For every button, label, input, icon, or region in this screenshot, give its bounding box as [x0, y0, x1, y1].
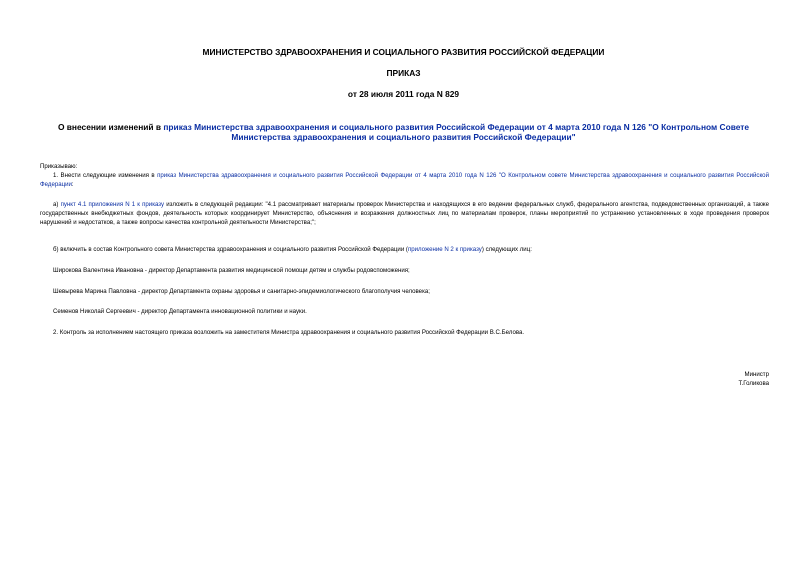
item-b-link[interactable]: приложение N 2 к приказу — [407, 246, 482, 253]
item-2-paragraph: 2. Контроль за исполнением настоящего приказа возложить на заместителя Министра здравоохранения и социального развития Российской Федерации В.С.Белова. — [53, 329, 525, 336]
item-b-prefix: б) включить в состав Контрольного совета Министерства здравоохранения и социального развития Российской Федерации ( — [53, 246, 408, 253]
person-item: Широкова Валентина Ивановна - директор Департамента развития медицинской помощи детям и службы родовспоможения; — [53, 267, 410, 274]
item-a-text: изложить в следующей редакции: "4.1 рассматривает материалы проверок Министерства и находящихся в его ведении федеральных служб, федерального агентства, подведомственных организаций, а также государственных внебюджетных фондов, деятельность которых координирует Министерство, объяснения и возражения должностных лиц по материалам проверок, планы мероприятий по устранению установленных в ходе проведения проверок нарушений и недостатков, а также вопросы качества контрольной деятельности Министерства;"; — [40, 201, 769, 226]
order-word: Приказываю: — [40, 163, 78, 170]
item-1-link[interactable]: приказ Министерства здравоохранения и социального развития Российской Федерации от 4 марта 2010 года N 126 "О Контрольном совете Министерства здравоохранения и социального развития Российской Федерации — [40, 172, 769, 188]
signature-position: Министр — [744, 371, 769, 378]
person-item: Шевырева Марина Павловна - директор Департамента охраны здоровья и санитарно-эпидемиологического благополучия человека; — [53, 288, 430, 295]
item-a-link-point[interactable]: пункт 4.1 — [60, 201, 87, 208]
item-b-paragraph — [53, 245, 532, 254]
item-b-suffix: ) следующих лиц: — [481, 246, 532, 253]
item-1-suffix: : — [71, 181, 74, 188]
item-1-prefix: 1. Внести следующие изменения в — [53, 172, 158, 179]
order-title-link[interactable]: приказ Министерства здравоохранения и социального развития Российской Федерации от 4 марта 2010 года N 126 "О Контрольном Совете Министерства здравоохранения и социального развития Российской Федерации" — [163, 122, 750, 142]
item-a-prefix: а) — [53, 201, 61, 208]
item-1-paragraph — [40, 171, 769, 189]
date-number-heading: от 28 июля 2011 года N 829 — [347, 89, 460, 99]
item-a-link-appendix[interactable]: приложения N 1 к приказу — [88, 201, 165, 208]
doc-type-heading: ПРИКАЗ — [386, 68, 421, 78]
ministry-heading: МИНИСТЕРСТВО ЗДРАВООХРАНЕНИЯ И СОЦИАЛЬНОГО РАЗВИТИЯ РОССИЙСКОЙ ФЕДЕРАЦИИ — [202, 47, 605, 57]
person-item: Семенов Николай Сергеевич - директор Департамента инновационной политики и науки. — [53, 308, 307, 315]
item-a-paragraph — [40, 200, 769, 227]
order-title — [40, 122, 767, 142]
signature-name: Т.Голикова — [738, 380, 769, 387]
order-title-prefix: О внесении изменений в — [57, 122, 164, 132]
